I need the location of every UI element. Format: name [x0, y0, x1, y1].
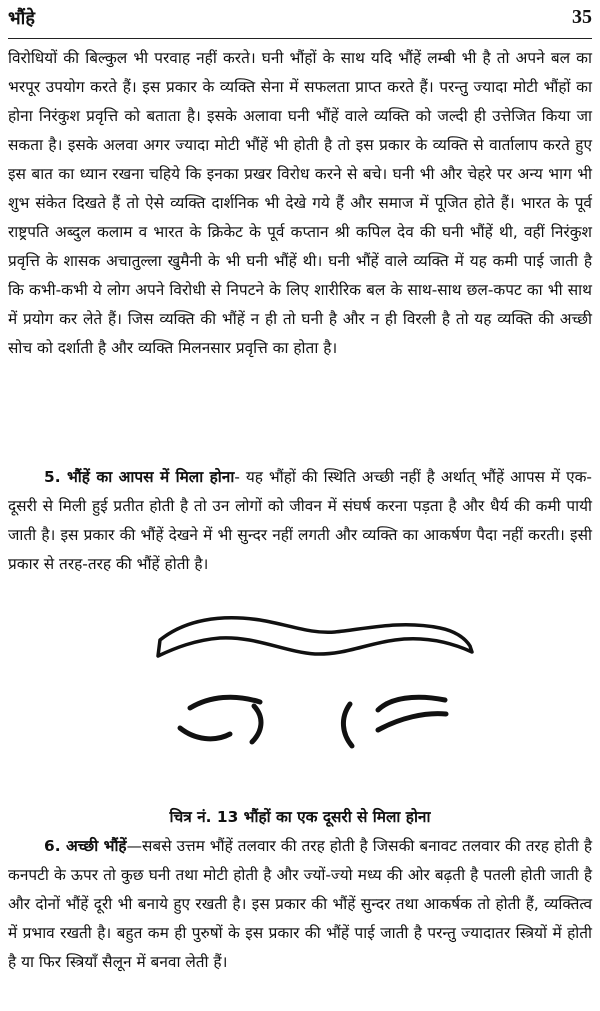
section-6-text: —सबसे उत्तम भौंहें तलवार की तरह होती है जिसकी बनावट तलवार की तरह होती है कनपटी के ऊपर तो कुछ घनी तथा मोटी होती है और ज्यों-ज्यो मध्य की ओर बढ़ती है पतली होती जाती है और दोनों भौंहें दूरी भी बनाये हुए रखती है। इस प्रकार की भौंहें सुन्दर तथा आकर्षक तो होती हैं, व्यक्तित्व में प्रभाव रखती है। बहुत कम ही पुरुषों के इस प्रकार की भौंहें पाई जाती है परन्तु ज्यादातर स्त्रियों में होती है या फिर स्त्रियाँ सैलून में बनवा लेती हैं। [8, 837, 593, 971]
paragraph-text: विरोधियों की बिल्कुल भी परवाह नहीं करते। घनी भौंहों के साथ यदि भौंहें लम्बी भी है तो अपने बल का भरपूर उपयोग करते हैं। इस प्रकार के व्यक्ति सेना में सफलता प्राप्त करते हैं। परन्तु ज्यादा मोटी भौंहों का होना निरंकुश प्रवृत्ति को बताता है। इसके अलावा घनी भौंहें वाले व्यक्ति को जल्दी ही उत्तेजित किया जा सकता है। इसके अलवा अगर ज्यादा मोटी भौंहें भी होती है तो इस प्रकार के व्यक्ति से वार्तालाप करते हुए इस बात का ध्यान रखना चहिये कि इनका प्रखर विरोध करने से बचे। घनी भी और चेहरे पर अन्य भाग भी शुभ संकेत दिखते हैं तो ऐसे व्यक्ति दार्शनिक भी देखे गये हैं और समाज में पूजित होते हैं। भारत के पूर्व राष्ट्रपति अब्दुल कलाम व भारत के क्रिकेट के पूर्व कप्तान श्री कपिल देव की घनी भौंहें थी, वहीं निरंकुश प्रवृत्ति के शासक अचातुल्ला खुमैनी के भी घनी भौंहें थी। घनी भौंहें वाले व्यक्ति में यह कमी पाई जाती है कि कभी-कभी ये लोग अपने विरोधी से निपटने के लिए शारीरिक बल के साथ-साथ छल-कपट का भी साथ में प्रयोग कर लेते हैं। जिस व्यक्ति की भौंहें न ही तो घनी है और न ही विरली है तो यह व्यक्ति की अच्छी सोच को दर्शाती है और व्यक्ति मिलनसार प्रवृत्ति का होता है। [8, 49, 592, 357]
eyebrow-illustration [150, 600, 480, 790]
section-6-heading: 6. अच्छी भौंहें [44, 837, 127, 855]
section-5-heading: 5. भौंहें का आपस में मिला होना [44, 468, 235, 486]
running-title: भौंहे [8, 8, 35, 29]
figure-caption: चित्र नं. 13 भौंहों का एक दूसरी से मिला होना [169, 808, 431, 826]
header-rule [8, 38, 592, 39]
left-eye-corner [252, 706, 261, 742]
section-6-paragraph [8, 832, 592, 977]
right-eye-corner [343, 704, 352, 746]
right-eye-upper [378, 697, 445, 710]
unibrow-outline [158, 618, 472, 656]
paragraph-continuation [8, 44, 592, 363]
left-eye-lower [180, 728, 230, 739]
section-5 [8, 463, 592, 579]
joined-eyebrows-figure [150, 600, 480, 790]
page-header [8, 6, 592, 36]
section-6 [8, 832, 592, 977]
section-5-text: - यह भौंहों की स्थिति अच्छी नहीं है अर्थात् भौंहें आपस में एक-दूसरी से मिली हुई प्रतीत होती है तो उन लोगों को जीवन में संघर्ष करना पड़ता है और धैर्य की कमी पायी जाती है। इस प्रकार की भौंहें देखने में भी सुन्दर नहीं लगती और व्यक्ति का आकर्षण पैदा नहीं करती। इसी प्रकार से तरह-तरह की भौंहें होती है। [8, 468, 592, 573]
right-eye-lower [378, 714, 446, 730]
section-5-paragraph [8, 463, 592, 579]
page-number: 35 [572, 6, 592, 28]
left-eye-upper [190, 697, 260, 708]
